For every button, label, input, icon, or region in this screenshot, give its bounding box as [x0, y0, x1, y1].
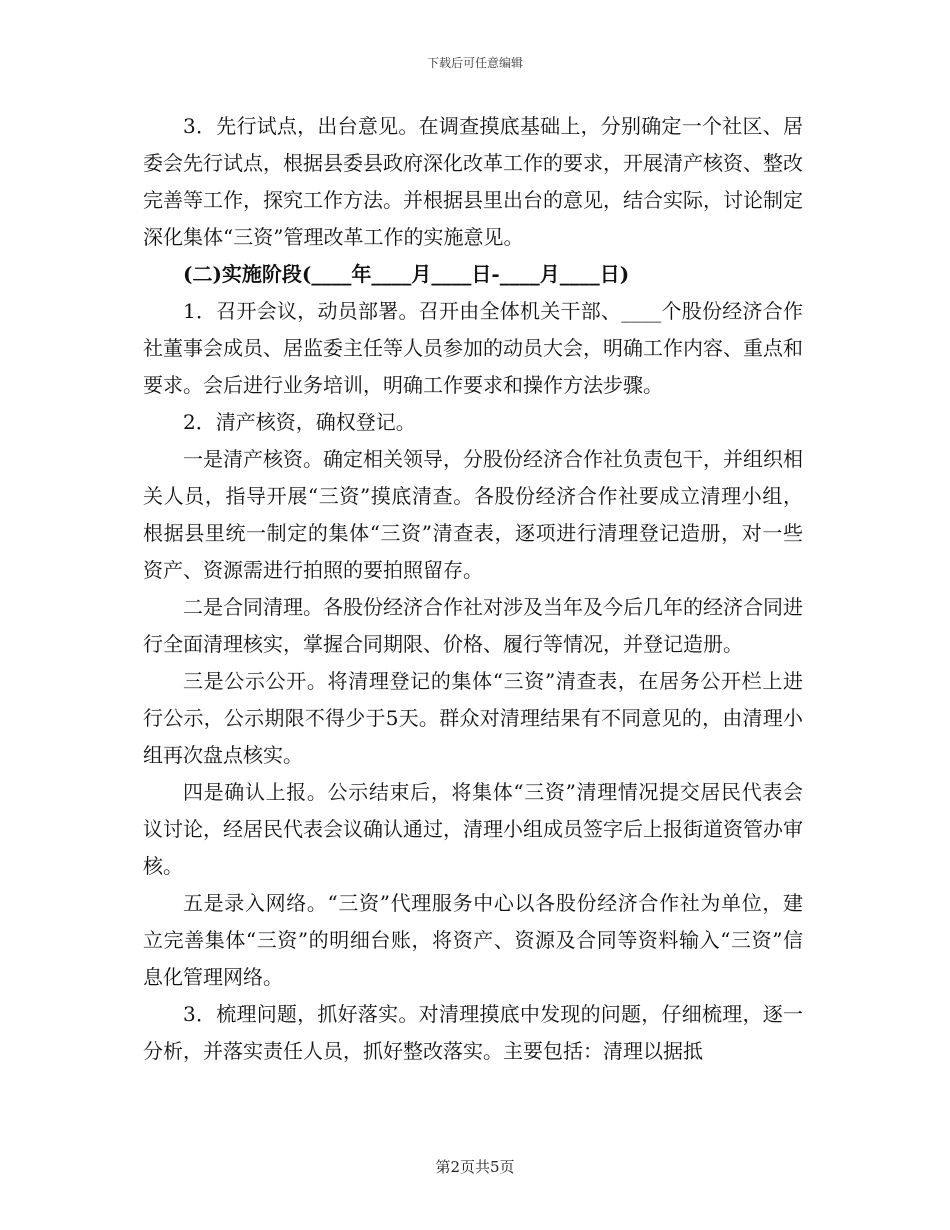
page-header-note: 下载后可任意编辑 [426, 56, 523, 70]
paragraph-meeting: 1．召开会议，动员部署。召开由全体机关干部、____个股份经济合作社董事会成员、居监委主任等人员参加的动员大会，明确工作内容、重点和要求。会后进行业务培训，明确工作要求和操作方法步骤。 [143, 299, 803, 397]
paragraph-asset-check-heading: 2．清产核资，确权登记。 [183, 410, 416, 434]
paragraph-issue-review: 3．梳理问题，抓好落实。对清理摸底中发现的问题，仔细梳理，逐一分析，并落实责任人员，抓好整改落实。主要包括：清理以据抵 [143, 1002, 803, 1063]
paragraph-asset-check: 一是清产核资。确定相关领导，分股份经济合作社负责包干，并组织相关人员，指导开展“三资”摸底清查。各股份经济合作社要成立清理小组，根据县里统一制定的集体“三资”清查表，逐项进行清理登记造册，对一些资产、资源需进行拍照的要拍照留存。 [143, 447, 803, 582]
document-body [143, 108, 803, 1070]
paragraph-public-notice: 三是公示公开。将清理登记的集体“三资”清查表，在居务公开栏上进行公示，公示期限不得少于5天。群众对清理结果有不同意见的，由清理小组再次盘点核实。 [143, 669, 803, 767]
paragraph-contract-cleanup: 二是合同清理。各股份经济合作社对涉及当年及今后几年的经济合同进行全面清理核实，掌握合同期限、价格、履行等情况，并登记造册。 [143, 595, 803, 656]
paragraph-network-entry: 五是录入网络。“三资”代理服务中心以各股份经济合作社为单位，建立完善集体“三资”的明细台账，将资产、资源及合同等资料输入“三资”信息化管理网络。 [143, 891, 803, 989]
page-number: 第2页共5页 [435, 1158, 515, 1176]
paragraph-pilot: 3．先行试点，出台意见。在调查摸底基础上，分别确定一个社区、居委会先行试点，根据县委县政府深化改革工作的要求，开展清产核资、整改完善等工作，探究工作方法。并根据县里出台的意见，结合实际，讨论制定深化集体“三资”管理改革工作的实施意见。 [143, 114, 803, 249]
section-heading-implementation: (二)实施阶段(____年____月____日-____月____日) [183, 262, 630, 286]
paragraph-confirm-report: 四是确认上报。公示结束后，将集体“三资”清理情况提交居民代表会议讨论，经居民代表会议确认通过，清理小组成员签字后上报街道资管办审核。 [143, 780, 803, 878]
